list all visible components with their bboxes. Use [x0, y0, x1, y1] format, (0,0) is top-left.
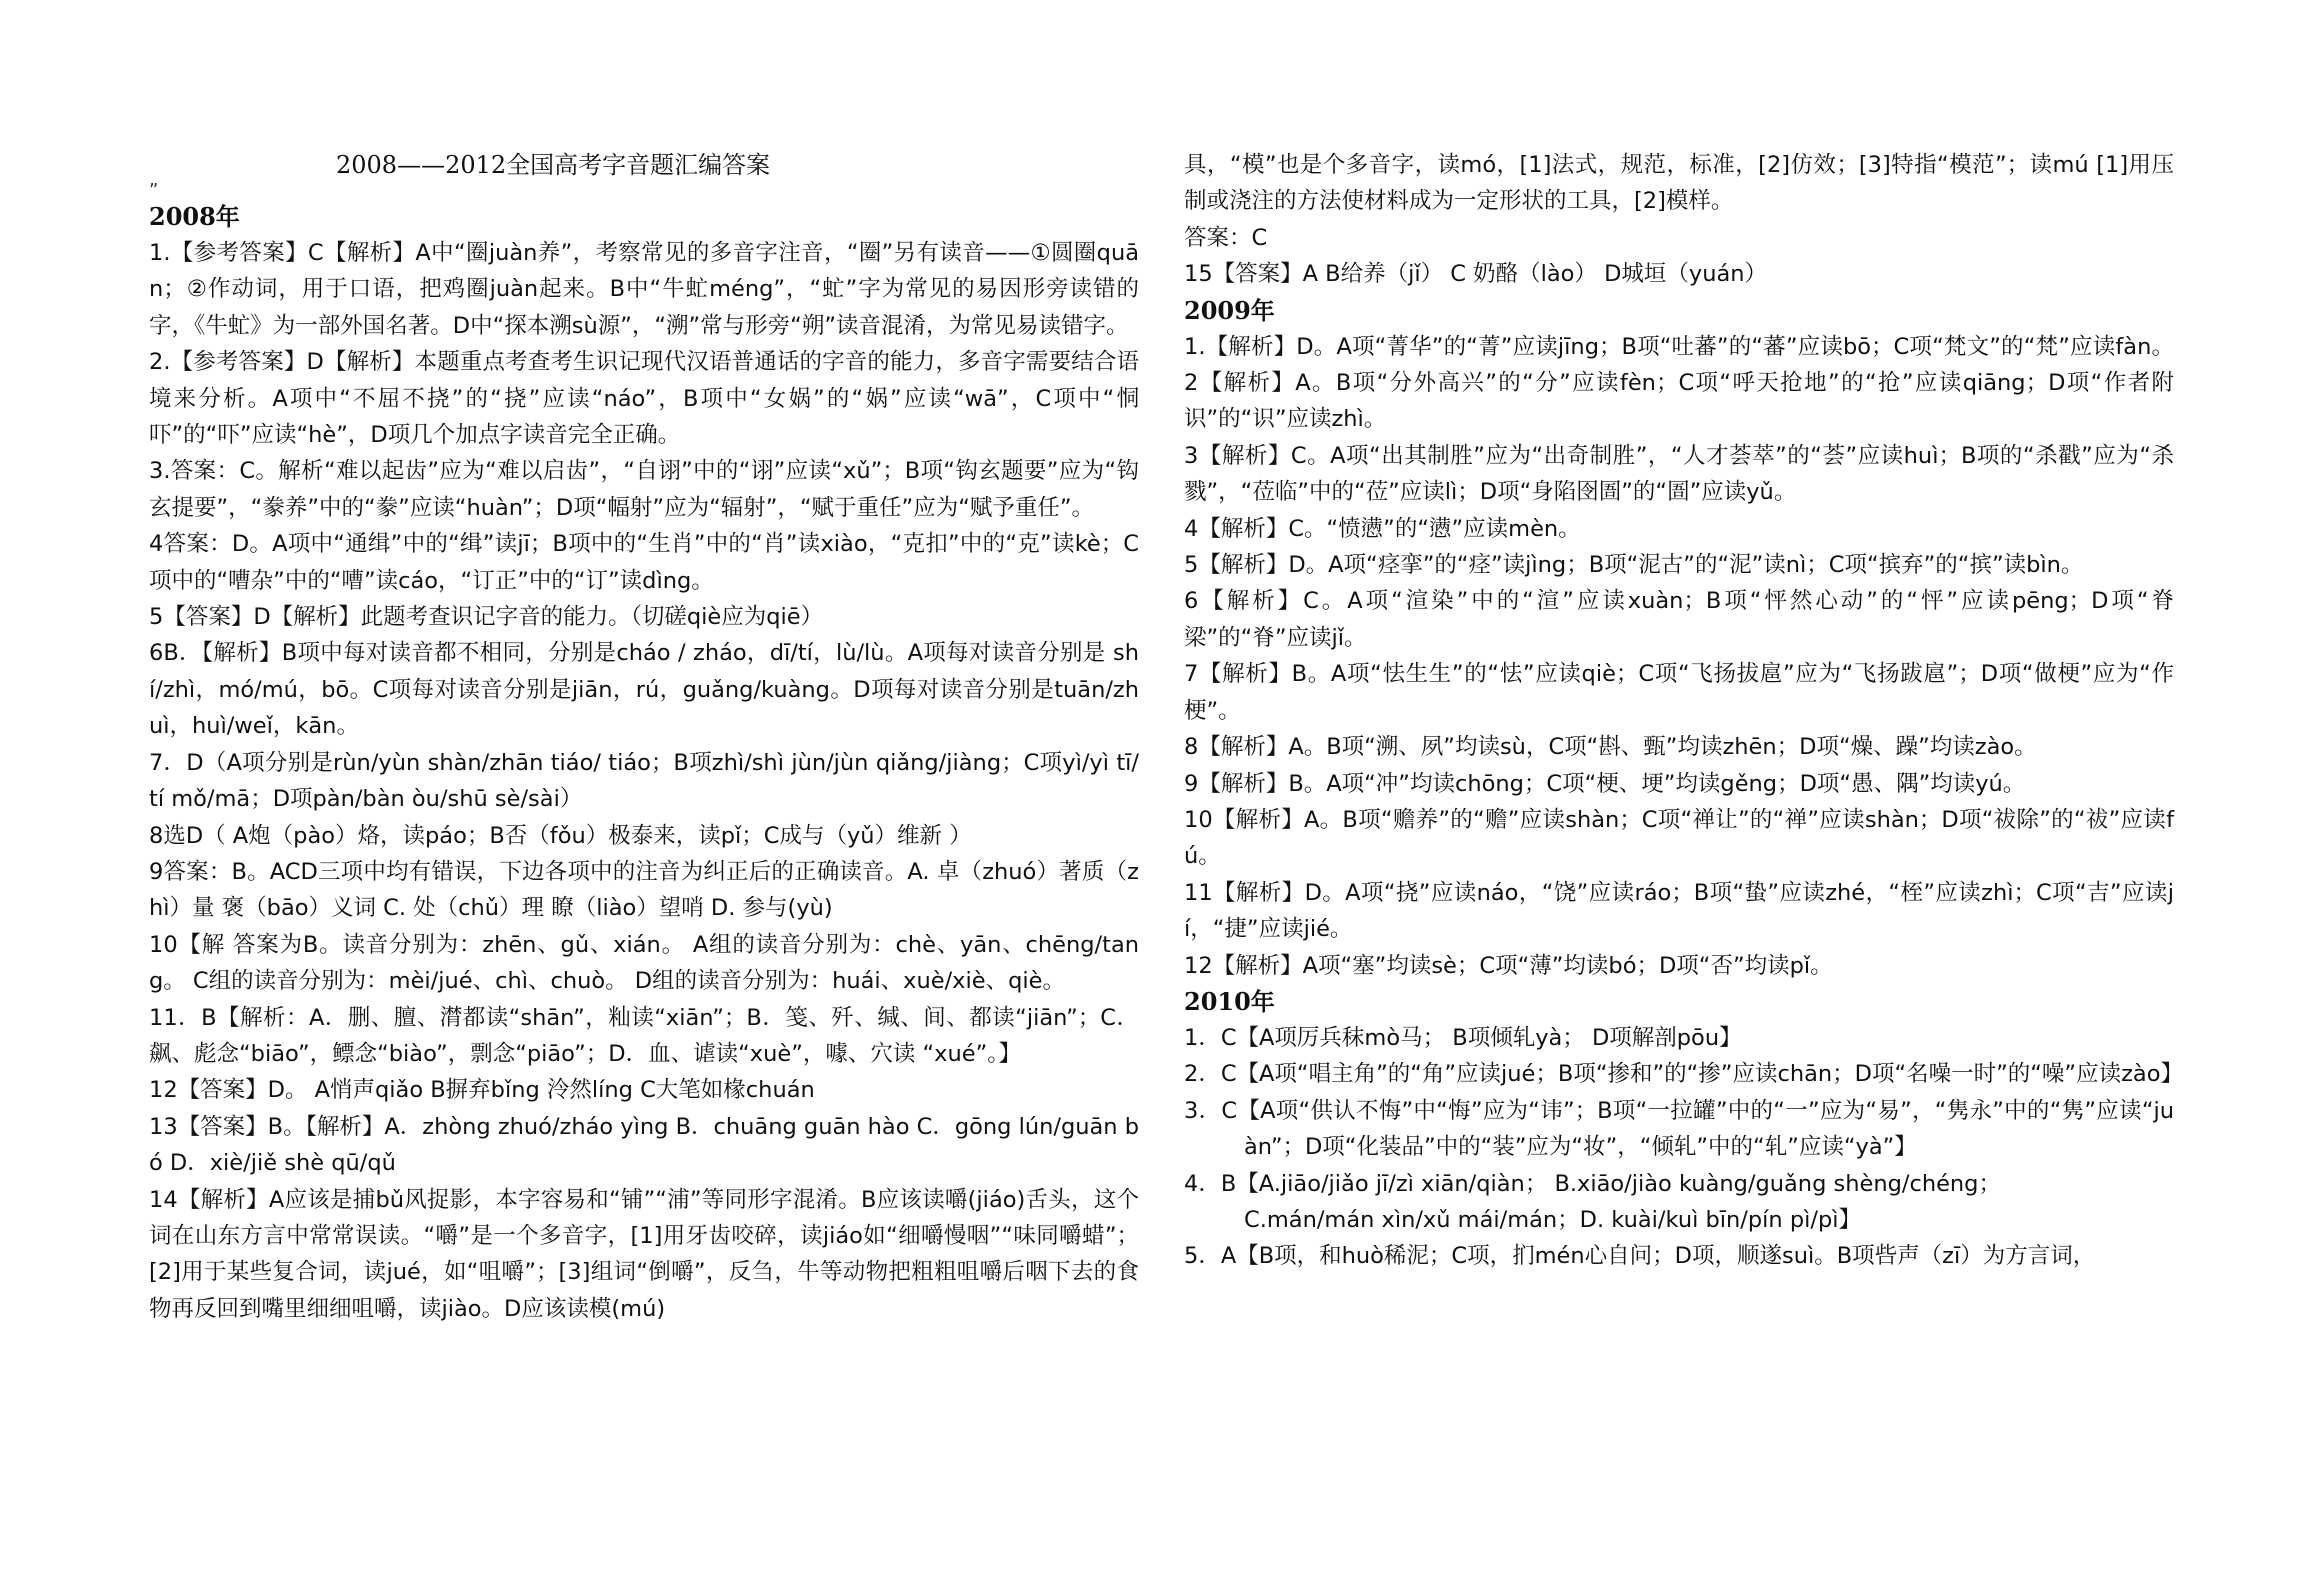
answer-2010-5: 5．A【B项，和huò稀泥；C项，扪mén心自问；D项，顺遂suì。B项呰声（zī）为方言词， [1184, 1243, 2096, 1270]
answer-2010-4-continued: C.mán/mán xìn/xǔ mái/mán；D. kuài/kuì bīn/pín pì/pì】 [1244, 1206, 1861, 1233]
stray-mark: ” [149, 180, 159, 201]
answer-2009-6: 6【解析】C。A项“渲染”中的“渲”应读xuàn；B项“怦然心动”的“怦”应读pēng；D项“脊梁”的“脊”应读jǐ。 [1184, 588, 2174, 651]
answer-2008-5: 5【答案】D【解析】此题考查识记字音的能力。（切磋qiè应为qiē） [149, 604, 824, 631]
year-heading-2010: 2010年 [1184, 986, 1275, 1016]
answer-2008-14-continued: 具，“模”也是个多音字，读mó，[1]法式，规范，标准，[2]仿效；[3]特指“模范”；读mú [1]用压制或浇注的方法使材料成为一定形状的工具，[2]模样。 [1184, 152, 2174, 215]
answer-2008-13: 13【答案】B。【解析】A．zhòng zhuó/zháo yìng B．chuāng guān hào C．gōng lún/guān bó D．xiè/jiě shè qū/qǔ [149, 1113, 1139, 1177]
answer-2009-9: 9【解析】B。A项“冲”均读chōng；C项“梗、埂”均读gěng；D项“愚、隅”均读yú。 [1184, 770, 2026, 797]
answer-2008-8: 8选D（ A炮（pào）烙，读páo；B否（fǒu）极泰来，读pǐ；C成与（yǔ）维新 ） [149, 822, 972, 849]
answer-2009-3: 3【解析】C。A项“出其制胜”应为“出奇制胜”，“人才荟萃”的“荟”应读huì；B项的“杀戳”应为“杀戮”，“莅临”中的“莅”应读lì；D项“身陷囹圄”的“圄”应读yǔ。 [1184, 442, 2174, 506]
answer-2008-14: 14【解析】A应该是捕bǔ风捉影，本字容易和“铺”“浦”等同形字混淆。B应该读嚼(jiáo)舌头，这个词在山东方言中常常误读。“嚼”是一个多音字，[1]用牙齿咬碎，读jiáo如“细嚼慢咽”“味同嚼蜡”；[2]用于某些复合词，读jué，如“咀嚼”；[3]组词“倒嚼”，反刍，牛等动物把粗粗咀嚼后咽下去的食物再反回到嘴里细细咀嚼，读jiào。D应该读模(mú) [149, 1186, 1139, 1322]
answer-2008-11: 11．B【解析：A．删、膻、潸都读“shān”，籼读“xiān”；B．笺、歼、缄、间、都读“jiān”；C．飙、彪念“biāo”，鳔念“biào”，剽念“piāo”；D．血、谑读“xuè”，噱、穴读 “xué”。】 [149, 1004, 1139, 1067]
answer-2010-3: 3．C【A项“供认不悔”中“悔”应为“讳”；B项“一拉罐”中的“一”应为“易”，“隽永”中的“隽”应读“juàn”；D项“化装品”中的“装”应为“妆”，“倾轧”中的“轧”应读“yà”】 [1184, 1097, 2174, 1161]
answer-2010-4: 4．B【A.jiāo/jiǎo jī/zì xiān/qiàn； B.xiāo/jiào kuàng/guǎng shèng/chéng； [1184, 1170, 2001, 1197]
left-column [149, 147, 1139, 1327]
answer-2008-7: 7．D（A项分别是rùn/yùn shàn/zhān tiáo/ tiáo；B项zhì/shì jùn/jùn qiǎng/jiàng；C项yì/yì tī/tí mǒ/mā；D项pàn/bàn òu/shū sè/sài） [149, 749, 1139, 813]
answer-2010-2: 2．C【A项“唱主角”的“角”应读jué；B项“掺和”的“掺”应读chān；D项“名噪一时”的“噪”应读zào】 [1184, 1061, 2183, 1088]
answer-2008-12: 12【答案】D。 A悄声qiǎo B摒弃bǐng 泠然líng C大笔如椽chuán [149, 1077, 815, 1104]
answer-2008-6: 6B．【解析】B项中每对读音都不相同，分别是cháo / zháo，dī/tí，lù/lù。A项每对读音分别是 shí/zhì，mó/mú，bō。C项每对读音分别是jiān，rú，guǎng/kuàng。D项每对读音分别是tuān/zhuì，huì/weǐ，kān。 [149, 640, 1139, 740]
answer-line: 答案：C [1184, 224, 1268, 251]
answer-2009-7: 7【解析】B。A项“怯生生”的“怯”应读qiè；C项“飞扬拔扈”应为“飞扬跋扈”；D项“做梗”应为“作梗”。 [1184, 661, 2174, 724]
document-title: 2008——2012全国高考字音题汇编答案 [336, 151, 771, 179]
answer-2009-4: 4【解析】C。“愤懑”的“懑”应读mèn。 [1184, 515, 1581, 542]
answer-2009-5: 5【解析】D。A项“痉挛”的“痉”读jìng；B项“泥古”的“泥”读nì；C项“摈弃”的“摈”读bìn。 [1184, 552, 2084, 579]
year-heading-2008: 2008年 [149, 202, 240, 231]
answer-2008-4: 4答案：D。A项中“通缉”中的“缉”读jī；B项中的“生肖”中的“肖”读xiào，“克扣”中的“克”读kè；C项中的“嘈杂”中的“嘈”读cáo，“订正”中的“订”读dìng。 [149, 531, 1139, 594]
answer-2009-10: 10【解析】A。B项“赡养”的“赡”应读shàn；C项“禅让”的“禅”应读shàn；D项“祓除”的“祓”应读fú。 [1184, 806, 2174, 870]
answer-2008-9: 9答案：B。ACD三项中均有错误，下边各项中的注音为纠正后的正确读音。A. 卓（zhuó）著质（zhì）量 褒（bāo）义词 C. 处（chǔ）理 瞭（liào）望哨 D. 参与(yù) [149, 858, 1139, 922]
answer-2009-1-2: 1.【解析】D。A项“菁华”的“菁”应读jīng；B项“吐蕃”的“蕃”应读bō；C项“梵文”的“梵”应读fàn。2【解析】A。B项“分外高兴”的“分”应读fèn；C项“呼天抢地”的“抢”应读qiāng；D项“作者附识”的“识”应读zhì。 [1184, 333, 2174, 433]
answers-2010-list [1184, 1020, 2183, 1275]
answer-2009-12: 12【解析】A项“塞”均读sè；C项“薄”均读bó；D项“否”均读pǐ。 [1184, 952, 1833, 979]
answer-2008-3: 3.答案：C。解析“难以起齿”应为“难以启齿”，“自诩”中的“诩”应读“xǔ”；B项“钩玄题要”应为“钩玄提要”，“豢养”中的“豢”应读“huàn”；D项“幅射”应为“辐射”，“赋于重任”应为“赋予重任”。 [149, 458, 1139, 521]
answer-2008-2: 2.【参考答案】D【解析】本题重点考查考生识记现代汉语普通话的字音的能力，多音字需要结合语境来分析。A项中“不屈不挠”的“挠”应读“náo”，B项中“女娲”的“娲”应读“wā”，C项中“恫吓”的“吓”应读“hè”，D项几个加点字读音完全正确。 [149, 349, 1139, 449]
answer-2008-10: 10【解 答案为B。读音分别为：zhēn、gǔ、xián。 A组的读音分别为：chè、yān、chēng/tang。 C组的读音分别为：mèi/jué、chì、chuò。 D组的读音分别为：huái、xuè/xiè、qiè。 [149, 931, 1139, 995]
answer-2008-1: 1.【参考答案】C【解析】A中“圈juàn养”，考察常见的多音字注音，“圈”另有读音——①圆圈quān；②作动词，用于口语，把鸡圈juàn起来。B中“牛虻méng”，“虻”字为常见的易因形旁读错的字，《牛虻》为一部外国名著。D中“探本溯sù源”，“溯”常与形旁“朔”读音混淆，为常见易读错字。 [149, 240, 1139, 339]
year-heading-2009: 2009年 [1184, 295, 1275, 325]
answer-2009-8: 8【解析】A。B项“溯、夙”均读sù，C项“斟、甄”均读zhēn；D项“燥、躁”均读zào。 [1184, 734, 2037, 761]
answer-2010-1: 1．C【A项厉兵秣mò马； B项倾轧yà； D项解剖pōu】 [1184, 1024, 1742, 1051]
answer-2008-15: 15【答案】A B给养（jǐ） C 奶酪（lào） D城垣（yuán） [1184, 261, 1768, 288]
answer-2009-11: 11【解析】D。A项“挠”应读náo，“饶”应读ráo；B项“蛰”应读zhé，“桎”应读zhì；C项“吉”应读jí，“捷”应读jié。 [1184, 879, 2174, 943]
right-column [1184, 147, 2183, 1275]
